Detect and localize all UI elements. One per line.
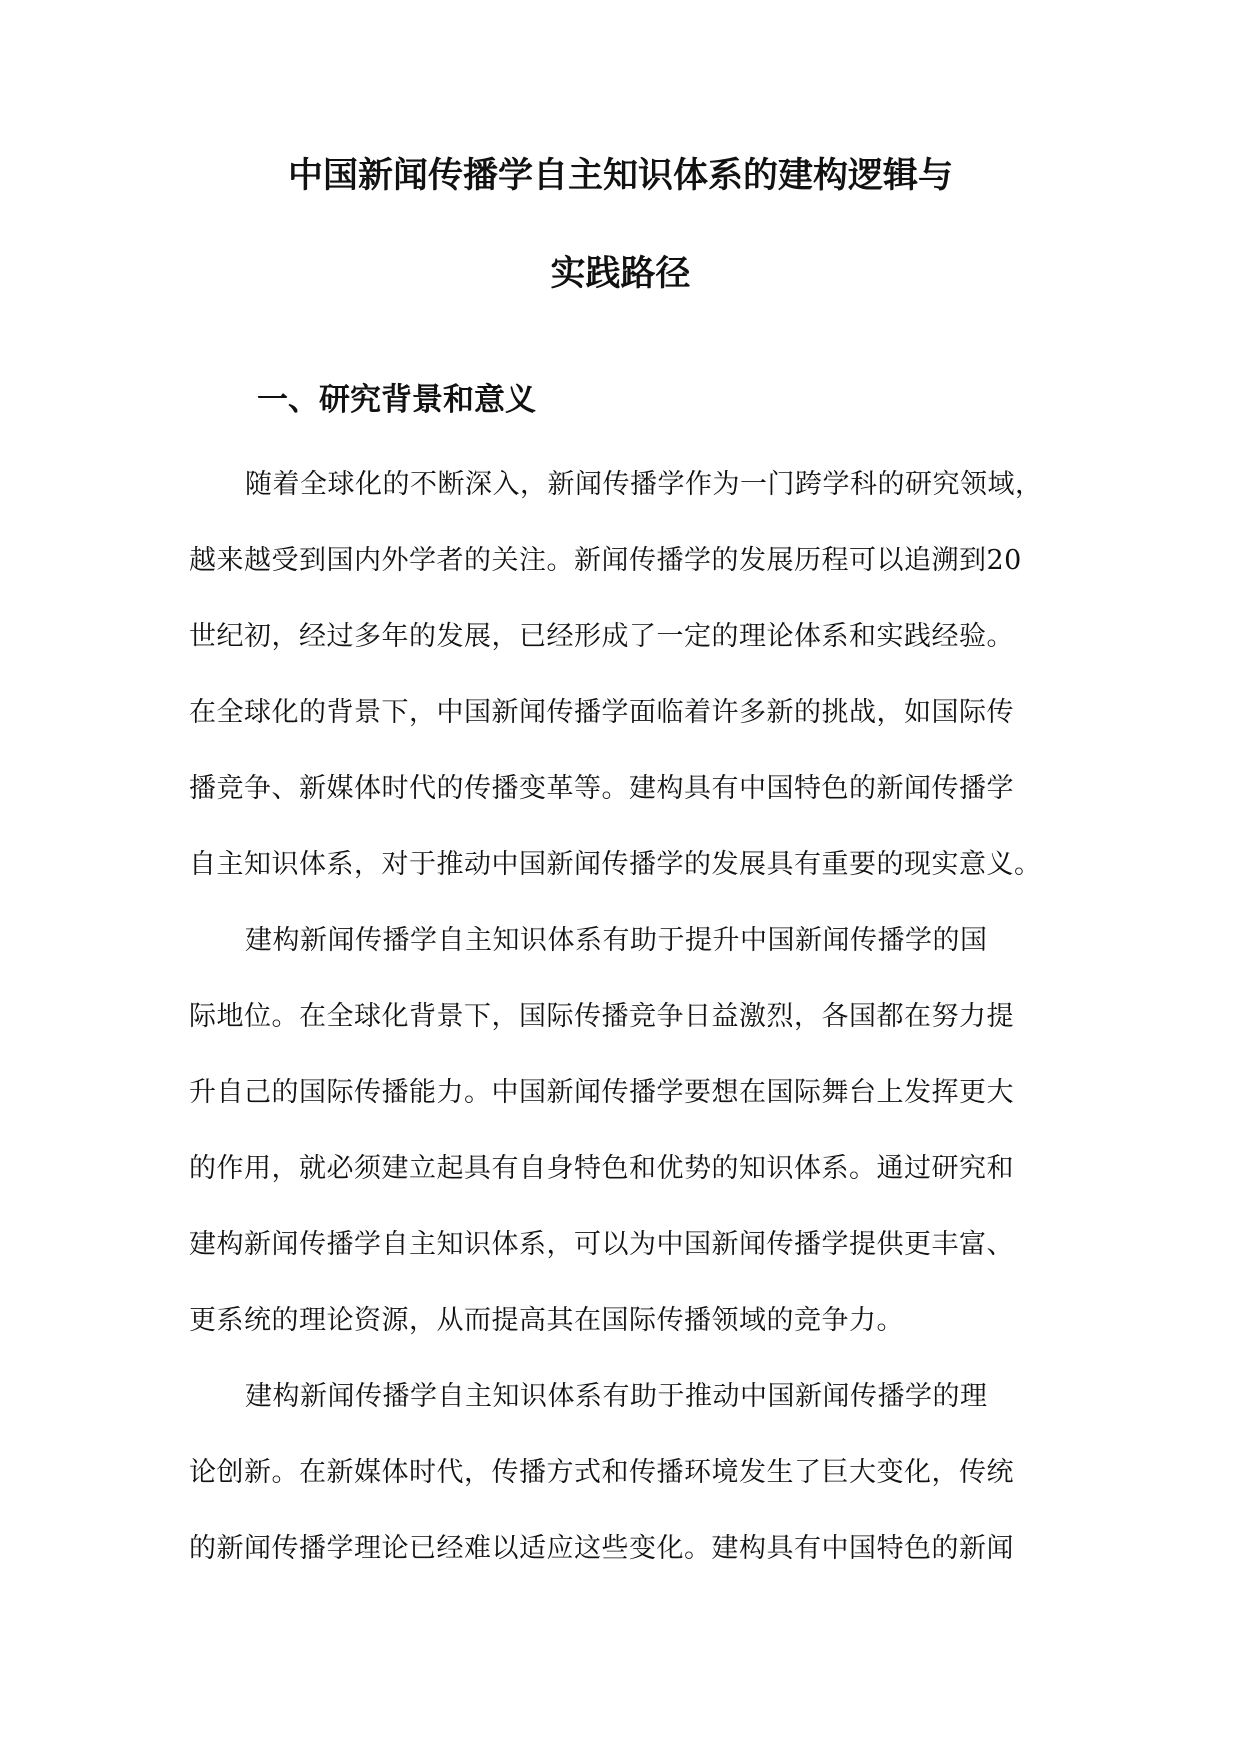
paragraph-line: 建构新闻传播学自主知识体系有助于提升中国新闻传播学的国 bbox=[245, 925, 988, 956]
paragraph-line: 际地位。在全球化背景下，国际传播竞争日益激烈，各国都在努力提 bbox=[189, 1001, 1014, 1032]
paragraph-line: 播竞争、新媒体时代的传播变革等。建构具有中国特色的新闻传播学 bbox=[189, 773, 1014, 804]
paragraph-line: 随着全球化的不断深入，新闻传播学作为一门跨学科的研究领域， bbox=[245, 469, 1043, 500]
paragraph-line: 建构新闻传播学自主知识体系有助于推动中国新闻传播学的理 bbox=[245, 1381, 988, 1412]
paragraph-line: 越来越受到国内外学者的关注。新闻传播学的发展历程可以追溯到20 bbox=[189, 545, 1022, 576]
paragraph-line: 在全球化的背景下，中国新闻传播学面临着许多新的挑战，如国际传 bbox=[189, 697, 1014, 728]
paragraph-line: 升自己的国际传播能力。中国新闻传播学要想在国际舞台上发挥更大 bbox=[189, 1077, 1014, 1108]
paragraph-line: 世纪初，经过多年的发展，已经形成了一定的理论体系和实践经验。 bbox=[189, 621, 1014, 652]
paragraph-line: 论创新。在新媒体时代，传播方式和传播环境发生了巨大变化，传统 bbox=[189, 1457, 1014, 1488]
paragraph-line: 的新闻传播学理论已经难以适应这些变化。建构具有中国特色的新闻 bbox=[189, 1533, 1014, 1564]
document-title-line-1: 中国新闻传播学自主知识体系的建构逻辑与 bbox=[287, 156, 953, 196]
document-title-line-2: 实践路径 bbox=[550, 254, 691, 294]
section-heading: 一、研究背景和意义 bbox=[257, 382, 536, 418]
paragraph-line: 的作用，就必须建立起具有自身特色和优势的知识体系。通过研究和 bbox=[189, 1153, 1014, 1184]
paragraph-line: 更系统的理论资源，从而提高其在国际传播领域的竞争力。 bbox=[189, 1305, 904, 1336]
paragraph-line: 建构新闻传播学自主知识体系，可以为中国新闻传播学提供更丰富、 bbox=[189, 1229, 1014, 1260]
paragraph-line: 自主知识体系，对于推动中国新闻传播学的发展具有重要的现实意义。 bbox=[189, 849, 1042, 880]
